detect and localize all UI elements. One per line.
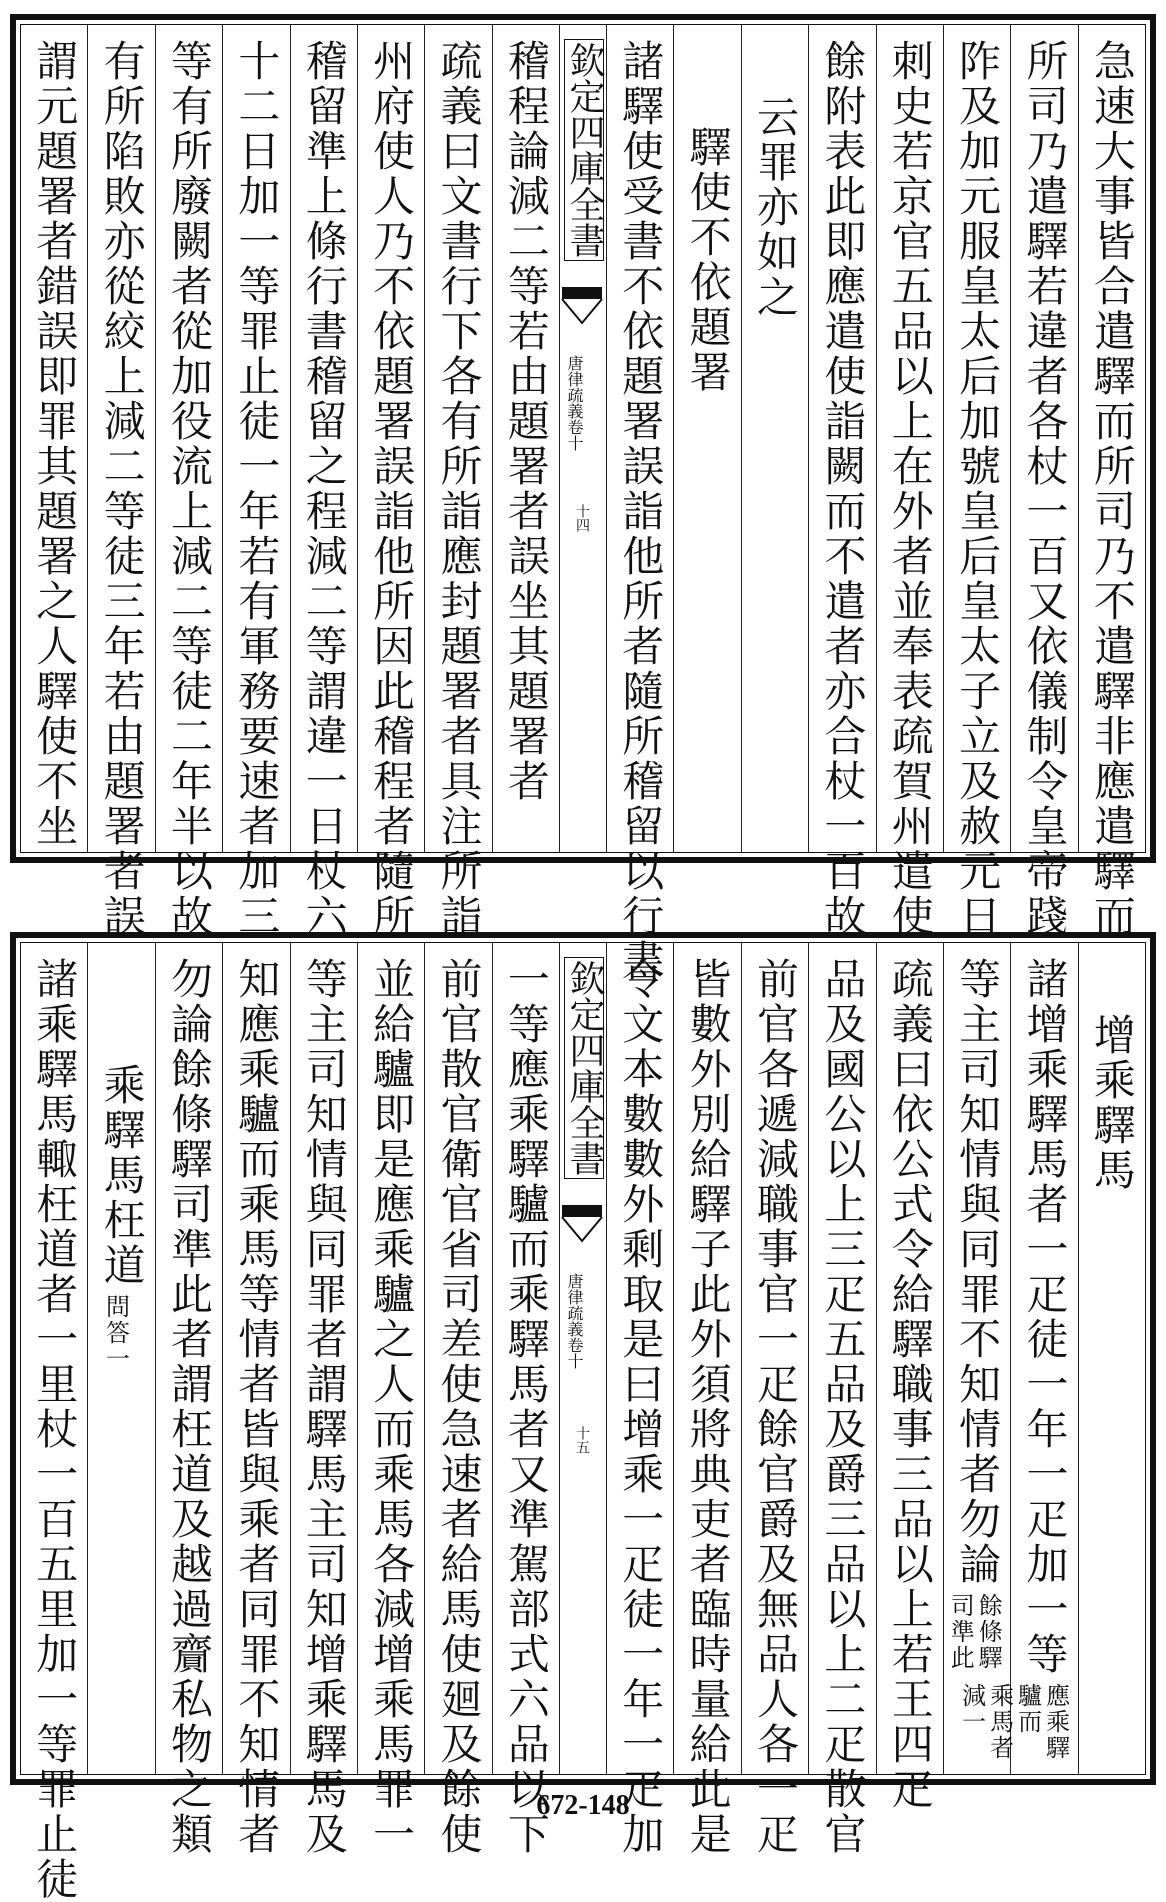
- text-column: 十二日加一等罪止徒一年若有軍務要速者加三: [232, 39, 282, 939]
- text-column: 諸乘驛馬輙枉道者一里杖一百五里加一等罪止徒: [30, 957, 80, 1902]
- text-column: 增乘驛馬: [1087, 1013, 1137, 1193]
- text-column: 云罪亦如之: [750, 95, 800, 320]
- text-column-left-2: [424, 25, 491, 939]
- text-column: 州府使人乃不依題署誤詣他所因此稽程者隨所: [367, 39, 417, 939]
- text-column: 一等應乘驛驢而乘驛馬者又準駕部式六品以下: [501, 957, 551, 1857]
- text-column-left-4: [290, 943, 357, 1857]
- folio-number: 十五: [574, 1426, 590, 1454]
- text-column-left-6: [155, 25, 222, 939]
- text-column: 疏義曰依公式令給驛職事三品以上若王四疋: [885, 957, 935, 1812]
- text-column-left-4: [290, 25, 357, 939]
- text-column-right-7: [673, 25, 740, 852]
- text-column: 疏義曰文書行下各有所詣應封題署者具注所詣: [434, 39, 484, 939]
- text-column-left-7: [87, 943, 154, 1774]
- text-column: 所司乃遣驛若違者各杖一百又依儀制令皇帝踐: [1020, 39, 1070, 939]
- text-column-right-7: [673, 943, 740, 1857]
- text-column: 並給驢即是應乘驢之人而乘馬各減增乘馬罪一: [367, 957, 417, 1857]
- text-column-left-1: [492, 25, 559, 852]
- fishtail-mark-icon: [562, 287, 602, 327]
- commentary-note-line: 問答一: [101, 1294, 130, 1372]
- chapter-label: [566, 1273, 583, 1369]
- page-reference-number: 672-148: [536, 1790, 630, 1821]
- text-column: 前官散官衛官省司差使急速者給馬使廻及餘使: [434, 957, 484, 1857]
- document-page-top: [10, 14, 1156, 984]
- fishtail-mark-icon: [562, 1205, 602, 1245]
- text-column: 有所陷敗亦從絞上減二等徒三年若由題署者誤: [97, 39, 147, 939]
- text-column: 諸驛使受書不依題署誤詣他所者隨所稽留以行書: [616, 39, 666, 984]
- commentary-note-line: 餘條驛: [974, 1593, 1003, 1671]
- commentary-note: [946, 1593, 1002, 1671]
- text-column-right-6: [741, 25, 808, 852]
- text-column: 勿論餘條驛司準此者謂枉道及越過齎私物之類: [164, 957, 214, 1857]
- text-column-right-5: [808, 25, 875, 939]
- text-column-right-3: [943, 25, 1010, 939]
- text-column-left-1: [492, 943, 559, 1857]
- text-column: 急速大事皆合遣驛而所司乃不遣驛非應遣驛而: [1087, 39, 1137, 939]
- text-column: 驛使不依題署: [683, 125, 733, 395]
- chapter-label-part: 唐律疏義: [565, 1273, 584, 1337]
- text-column: 阼及加元服皇太后加號皇后皇太子立及赦元日: [953, 39, 1003, 939]
- text-column: 令文本數數外剩取是曰增乘一疋徒一年一疋加: [616, 957, 666, 1857]
- text-column: 刺史若京官五品以上在外者並奉表疏賀州遣使: [885, 39, 935, 939]
- text-column-left-3: [357, 943, 424, 1857]
- text-column-right-4: [876, 25, 943, 939]
- text-column: 謂元題署者錯誤即罪其題署之人驛使不坐: [30, 39, 80, 849]
- chapter-label-part: 卷十: [565, 1337, 584, 1369]
- chapter-label: [566, 355, 583, 451]
- text-column-right-5: [808, 943, 875, 1857]
- chapter-label-part: 唐律疏義: [565, 355, 584, 419]
- text-column: 知應乘驢而乘馬等情者皆與乘者同罪不知情者: [232, 957, 282, 1857]
- text-column: 餘附表此即應遣使詣闕而不遣者亦合杖一百故: [818, 39, 868, 939]
- text-column-left-6: [155, 943, 222, 1857]
- text-column-left-5: [222, 25, 289, 939]
- text-column: 等有所廢闕者從加役流上減二等徒二年半以故: [164, 39, 214, 939]
- text-column-right-3: [943, 943, 1010, 1774]
- text-column: 品及國公以上三疋五品及爵三品以上二疋散官: [818, 957, 868, 1857]
- book-title: 欽定四庫全書: [564, 957, 604, 1179]
- text-column-left-2: [424, 943, 491, 1857]
- commentary-note-line: 應乘驛驢而: [1013, 1683, 1070, 1761]
- text-column: 乘驛馬枉道: [97, 1063, 147, 1288]
- text-column-right-1: [1078, 943, 1145, 1774]
- text-column: 稽留準上條行書稽留之程減二等謂違一日杖六: [299, 39, 349, 939]
- text-column-left-8: [21, 25, 87, 852]
- text-column: 等主司知情與同罪者謂驛馬主司知增乘驛馬及: [299, 957, 349, 1857]
- commentary-note-line: 司準此: [946, 1593, 975, 1671]
- page-columns: [20, 24, 1146, 984]
- center-fold: [559, 25, 606, 852]
- folio-number: 十四: [574, 504, 590, 532]
- chapter-label-part: 卷十: [565, 419, 584, 451]
- text-column-right-8: [606, 25, 673, 984]
- text-column: 稽程論減二等若由題署者誤坐其題署者: [501, 39, 551, 804]
- text-column-right-8: [606, 943, 673, 1857]
- text-column: 皆數外別給驛子此外須將典吏者臨時量給此是: [683, 957, 733, 1857]
- text-column-right-6: [741, 943, 808, 1857]
- book-title: 欽定四庫全書: [564, 39, 604, 261]
- center-fold: [559, 943, 606, 1774]
- text-column-left-7: [87, 25, 154, 939]
- commentary-note: [102, 1294, 130, 1372]
- text-column-right-2: [1010, 25, 1077, 939]
- text-column-left-8: [21, 943, 87, 1902]
- text-column: 等主司知情與同罪不知情者勿論: [953, 957, 1003, 1587]
- text-column-left-5: [222, 943, 289, 1857]
- text-column-right-1: [1078, 25, 1145, 939]
- text-column: 諸增乘驛馬者一疋徒一年一疋加一等: [1020, 957, 1070, 1677]
- text-column-left-3: [357, 25, 424, 939]
- text-column-right-4: [876, 943, 943, 1812]
- commentary-note-line: 乘馬者減一: [957, 1683, 1014, 1761]
- text-column: 前官各遞減職事官一疋餘官爵及無品人各一疋: [750, 957, 800, 1857]
